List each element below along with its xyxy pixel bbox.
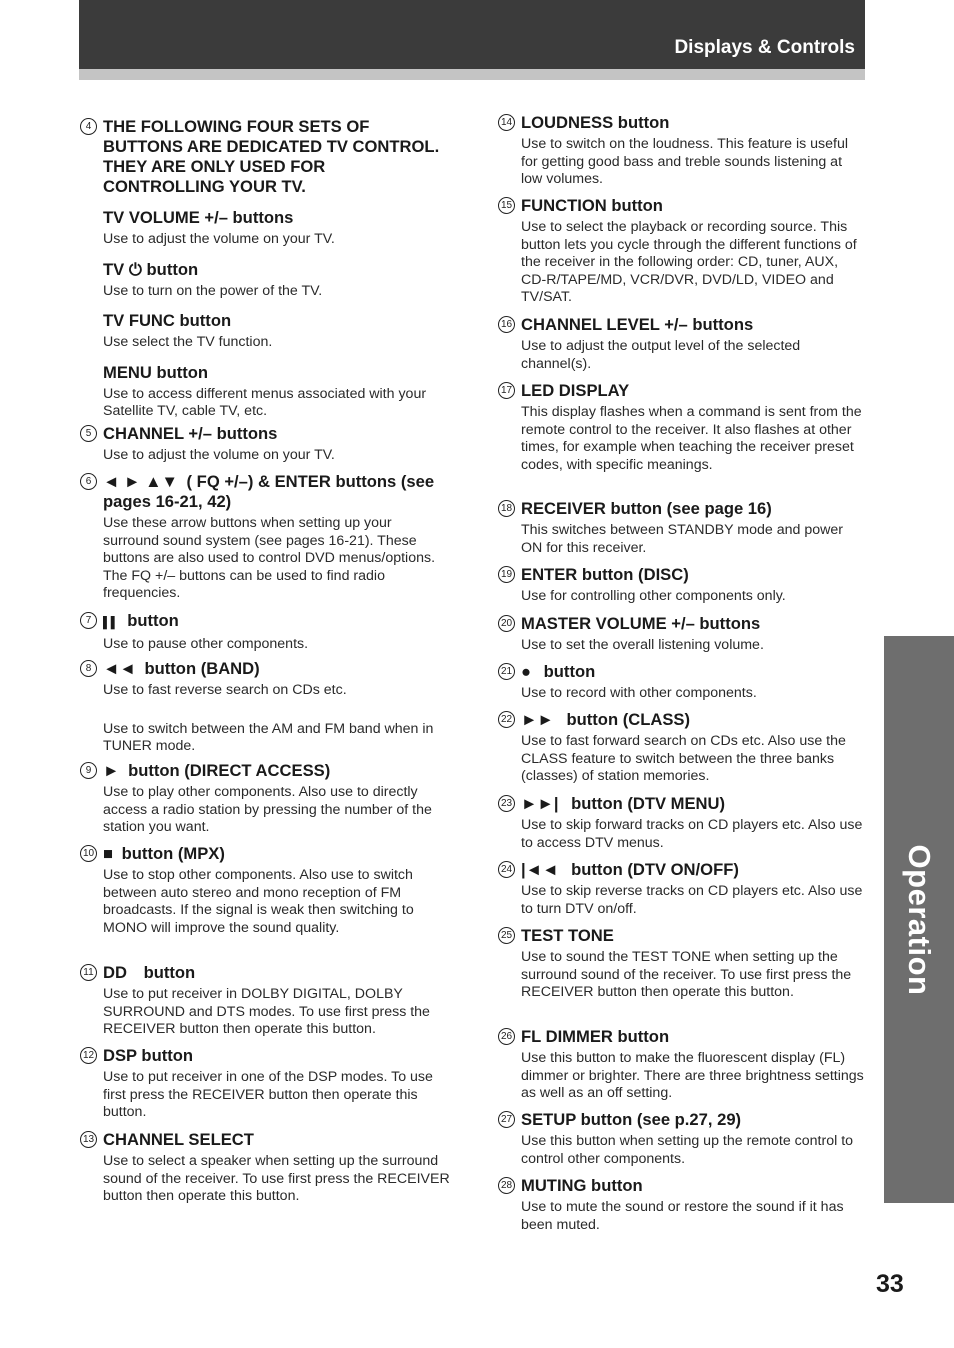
- subsection-heading: MENU button: [103, 362, 209, 382]
- section-number: 7: [80, 612, 97, 629]
- section-23: [498, 794, 866, 852]
- section-16: [498, 315, 866, 373]
- section-number: 27: [498, 1111, 515, 1128]
- section-heading: CHANNEL LEVEL +/– buttons: [521, 315, 754, 334]
- subsection-heading: TV FUNC button: [103, 311, 232, 331]
- section-heading: TEST TONE: [521, 926, 614, 945]
- section-number: 23: [498, 795, 515, 812]
- section-number: 13: [80, 1131, 97, 1148]
- page-number: 33: [876, 1270, 904, 1298]
- section-text: Use to record with other components.: [521, 685, 757, 701]
- section-text: Use for controlling other components only.: [521, 588, 786, 604]
- section-8: [80, 659, 450, 756]
- section-heading: button (BAND): [144, 659, 260, 678]
- header-bar: [79, 0, 865, 69]
- section-15: [498, 196, 866, 307]
- section-heading: MASTER VOLUME +/– buttons: [521, 614, 761, 633]
- subsection-heading: TV VOLUME +/– buttons: [103, 208, 294, 227]
- section-number: 18: [498, 500, 515, 517]
- arrow-keys-icon: ◄ ► ▲▼: [103, 472, 178, 491]
- section-12: [80, 1046, 450, 1122]
- section-heading: ENTER button (DISC): [521, 565, 689, 584]
- section-11: [80, 963, 450, 1039]
- section-text: Use to skip forward tracks on CD players etc. Also use to access DTV menus.: [521, 817, 863, 851]
- subsection-text: Use to turn on the power of the TV.: [103, 282, 323, 299]
- section-number: 24: [498, 861, 515, 878]
- subsection-heading: TV ⏻ button: [103, 259, 199, 279]
- section-heading: CHANNEL SELECT: [103, 1130, 254, 1149]
- section-text: Use to select a speaker when setting up the surround sound of the receiver. To use first press the RECEIVER button then operate this button.: [103, 1153, 450, 1205]
- section-number: 9: [80, 762, 97, 779]
- section-heading: ( FQ +/–) & ENTER buttons (see pages 16-21, 42): [103, 472, 435, 511]
- section-number: 21: [498, 663, 515, 680]
- section-number: 25: [498, 927, 515, 944]
- record-icon: ●: [521, 662, 532, 681]
- section-heading: button (MPX): [121, 844, 225, 863]
- section-14: [498, 113, 866, 189]
- section-9: [80, 761, 450, 837]
- section-text: Use to mute the sound or restore the sound if it has been muted.: [521, 1199, 844, 1233]
- section-text: Use to select the playback or recording source. This button lets you cycle through the different functions of the receiver in the following order: CD, tuner, AUX, CD-R/TAPE/MD, VCR/DVR, DVD/LD, VIDEO and TV/SAT.: [521, 219, 857, 306]
- section-number: 17: [498, 382, 515, 399]
- play-icon: ►: [103, 761, 120, 780]
- section-text: Use to pause other components.: [103, 636, 309, 652]
- section-heading: DSP button: [103, 1046, 194, 1065]
- subsection-text: Use select the TV function.: [103, 334, 273, 351]
- section-22: [498, 710, 866, 786]
- section-25: [498, 926, 866, 1002]
- section-5: [80, 424, 450, 465]
- section-28: [498, 1176, 866, 1234]
- skip-forward-icon: ►►|: [521, 794, 559, 813]
- section-number: 11: [80, 964, 97, 981]
- dolby-icon: DD: [103, 963, 127, 982]
- rewind-icon: ◄◄: [103, 659, 136, 678]
- section-heading: FL DIMMER button: [521, 1027, 670, 1046]
- stop-icon: ■: [103, 844, 114, 863]
- section-heading: button (DIRECT ACCESS): [128, 761, 331, 780]
- section-title: Displays & Controls: [674, 37, 855, 58]
- section-21: [498, 662, 866, 703]
- section-number: 28: [498, 1177, 515, 1194]
- section-number: 15: [498, 197, 515, 214]
- section-number: 10: [80, 845, 97, 862]
- section-text: Use to stop other components. Also use to switch between auto stereo and mono reception of FM broadcasts. If the signal is weak then switching to MONO will improve the sound quality.: [103, 867, 414, 936]
- section-number: 4: [80, 118, 97, 135]
- section-20: [498, 614, 866, 655]
- section-number: 12: [80, 1047, 97, 1064]
- section-text: Use to put receiver in one of the DSP modes. To use first press the RECEIVER button then operate this button.: [103, 1069, 433, 1121]
- section-text: Use these arrow buttons when setting up your surround sound system (see pages 16-21). These buttons are also used to control DVD menus/options. The FQ +/– buttons can be used to find radio frequencies.: [103, 515, 436, 602]
- section-text: Use to adjust the output level of the selected channel(s).: [521, 338, 801, 372]
- section-number: 14: [498, 114, 515, 131]
- section-number: 26: [498, 1028, 515, 1045]
- section-number: 8: [80, 660, 97, 677]
- section-heading: button (DTV MENU): [571, 794, 726, 813]
- section-heading: FUNCTION button: [521, 196, 663, 215]
- section-heading: CHANNEL +/– buttons: [103, 424, 278, 443]
- section-17: [498, 381, 866, 474]
- side-tab: [884, 636, 954, 1203]
- section-text: Use to sound the TEST TONE when setting up the surround sound of the receiver. To use first press the RECEIVER button then operate this button.: [521, 949, 852, 1001]
- section-number: 20: [498, 615, 515, 632]
- section-heading: button (DTV ON/OFF): [571, 860, 739, 879]
- section-26: [498, 1027, 866, 1103]
- skip-back-icon: |◄◄: [521, 860, 559, 879]
- header-stripe: [79, 69, 865, 80]
- section-heading: button (CLASS): [566, 710, 690, 729]
- section-text: Use to adjust the volume on your TV.: [103, 447, 335, 463]
- section-19: [498, 565, 866, 606]
- section-heading: LED DISPLAY: [521, 381, 630, 400]
- side-tab-label: Operation: [902, 844, 937, 995]
- section-heading: LOUDNESS button: [521, 113, 670, 132]
- section-number: 16: [498, 316, 515, 333]
- section-text: Use to skip reverse tracks on CD players etc. Also use to turn DTV on/off.: [521, 883, 863, 917]
- section-text: This switches between STANDBY mode and power ON for this receiver.: [521, 522, 843, 556]
- section-number: 5: [80, 425, 97, 442]
- section-heading: SETUP button (see p.27, 29): [521, 1110, 742, 1129]
- section-text: This display flashes when a command is sent from the remote control to the receiver. It also flashes at other times, for example when teaching the receiver preset codes, with specific meanings.: [521, 404, 862, 473]
- section-text: Use to play other components. Also use to directly access a radio station by pressing the number of the station you want.: [103, 784, 432, 836]
- section-number: 19: [498, 566, 515, 583]
- section-18: [498, 499, 866, 557]
- section-text: Use this button to make the fluorescent display (FL) dimmer or brighter. There are three brightness settings as well as an off setting.: [521, 1050, 864, 1102]
- fast-forward-icon: ►►: [521, 710, 554, 729]
- section-heading: button: [143, 963, 196, 982]
- section-10: [80, 844, 450, 937]
- section-heading: button: [127, 611, 179, 630]
- section-text: Use to switch between the AM and FM band when in TUNER mode.: [103, 720, 434, 755]
- section-heading: button: [543, 662, 596, 681]
- section-text: Use to put receiver in DOLBY DIGITAL, DOLBY SURROUND and DTS modes. To use first press the RECEIVER button then operate this button.: [103, 986, 430, 1038]
- section-13: [80, 1130, 450, 1206]
- section-number: 22: [498, 711, 515, 728]
- section-4: [80, 117, 450, 421]
- subsection-text: Use to adjust the volume on your TV.: [103, 231, 335, 247]
- section-heading: RECEIVER button (see page 16): [521, 499, 772, 518]
- section-text: Use to set the overall listening volume.: [521, 637, 764, 653]
- section-heading: THE FOLLOWING FOUR SETS OF BUTTONS ARE DEDICATED TV CONTROL. THEY ARE ONLY USED FOR CONTROLLING YOUR TV.: [103, 117, 440, 196]
- section-7: [80, 611, 450, 654]
- section-24: [498, 860, 866, 918]
- section-text: Use to switch on the loudness. This feature is useful for getting good bass and treble sounds listening at low volumes.: [521, 136, 849, 188]
- section-text: Use to fast forward search on CDs etc. Also use the CLASS feature to switch between the three banks (classes) of station memories.: [521, 733, 846, 785]
- section-text: Use this button when setting up the remote control to control other components.: [521, 1133, 854, 1167]
- subsection-text: Use to access different menus associated with your Satellite TV, cable TV, etc.: [103, 385, 427, 420]
- section-text: Use to fast reverse search on CDs etc.: [103, 682, 347, 698]
- section-6: [80, 472, 450, 603]
- pause-icon: ▌▌: [103, 617, 119, 629]
- section-heading: MUTING button: [521, 1176, 643, 1195]
- section-27: [498, 1110, 866, 1168]
- section-number: 6: [80, 473, 97, 490]
